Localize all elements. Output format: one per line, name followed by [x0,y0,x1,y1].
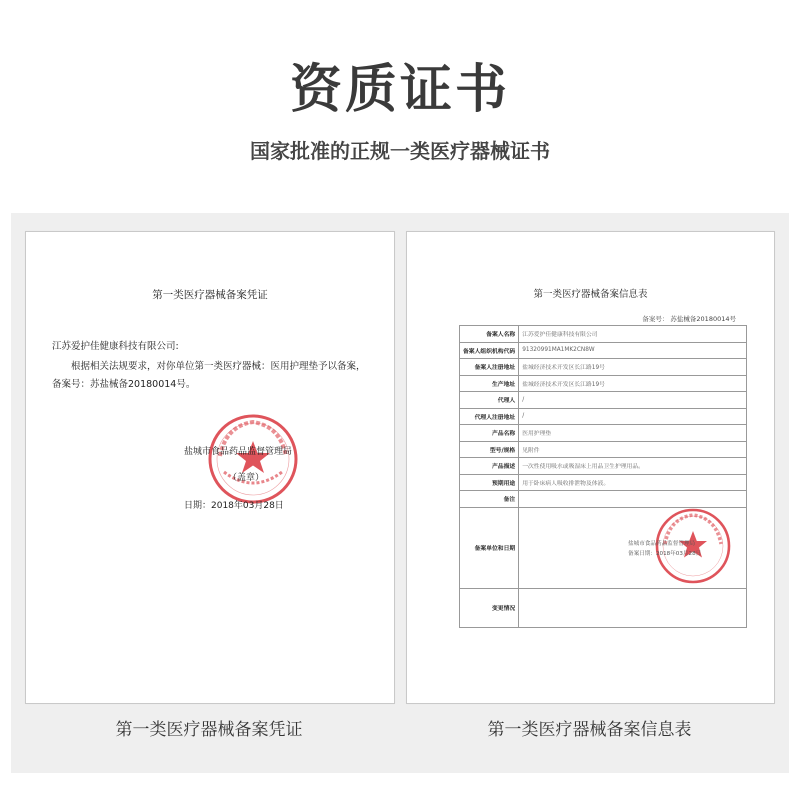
company-name: 江苏爱护佳健康科技有限公司: [52,341,179,352]
page-title: 资质证书 [289,60,510,120]
certificates-panel [11,213,789,773]
table-row: 代理人注册地址 / [460,408,747,425]
filing-unit-info [628,539,701,559]
table-row: 备案单位和日期 [460,507,747,588]
caption-filing-info-sheet: 第一类医疗器械备案信息表 [487,720,692,740]
official-seal-icon [206,412,300,506]
filing-number: 备案号： 苏盐械备20180014号 [642,315,736,323]
filing-unit-name: 盐城市食品药品监督管理局 [628,541,696,547]
filing-unit-date: 备案日期：2018年03月28日 [628,551,702,557]
seal-note: （盖章） [228,473,265,483]
issue-date: 日期：2018年03月28日 [184,501,284,511]
table-row: 型号/规格 见附件 [460,441,747,458]
caption-filing-certificate: 第一类医疗器械备案凭证 [115,720,303,740]
page-subtitle: 国家批准的正规一类医疗器械证书 [250,139,550,163]
table-row: 产品描述 一次性使用吸水或吸湿床上用品卫生护理用品。 [460,458,747,475]
table-row: 预期用途 用于卧床病人吸收排泄物及体液。 [460,474,747,491]
issuing-authority: 盐城市食品药品监督管理局 [184,447,293,457]
table-row: 产品名称 医用护理垫 [460,425,747,442]
certificate-title: 第一类医疗器械备案凭证 [152,289,268,301]
info-sheet-title: 第一类医疗器械备案信息表 [533,289,648,300]
filing-certificate-document[interactable] [25,231,395,704]
table-row: 备案人组织机构代码 91320991MA1MK2CN8W [460,342,747,359]
table-row: 备案人注册地址 盐城经济技术开发区长江路19号 [460,359,747,376]
certificate-body: 根据相关法规要求，对你单位第一类医疗器械：医用护理垫予以备案，备案号：苏盐械备20180014号。 [52,361,366,390]
table-row: 备案人名称 江苏爱护佳健康科技有限公司 [460,326,747,343]
table-row: 代理人 / [460,392,747,409]
table-row: 生产地址 盐城经济技术开发区长江路19号 [460,375,747,392]
table-row: 变更情况 [460,588,747,627]
filing-info-sheet-document[interactable] [406,231,775,704]
table-row: 备注 [460,491,747,508]
